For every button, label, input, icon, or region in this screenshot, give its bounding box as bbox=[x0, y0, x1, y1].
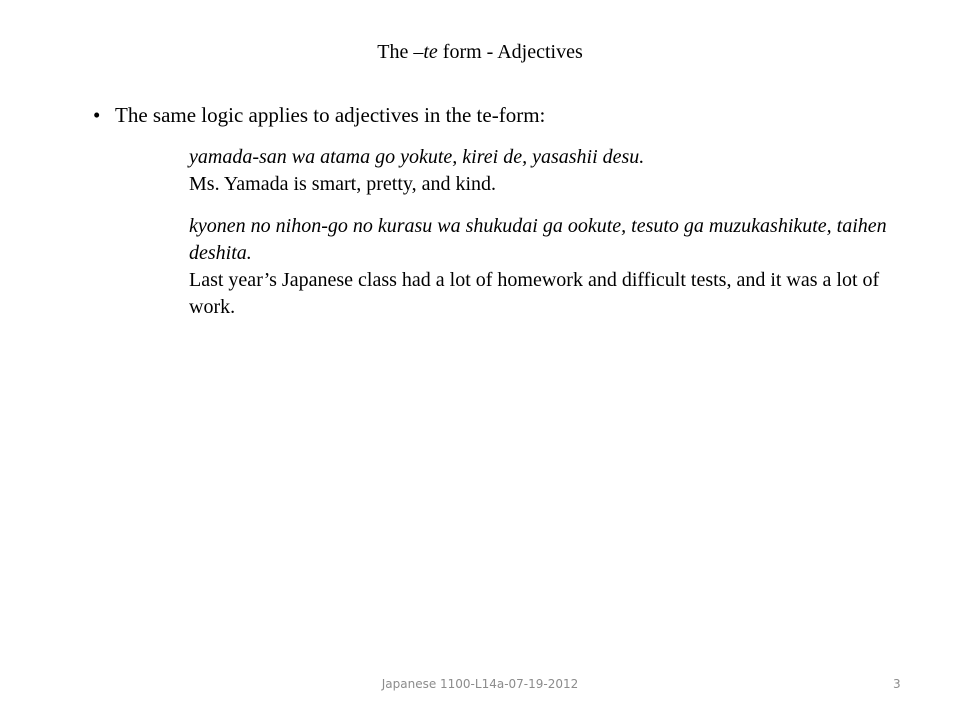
example-2-translation: Last year’s Japanese class had a lot of homework and difficult tests, and it was a lot of work. bbox=[189, 269, 880, 318]
slide-footer: Japanese 1100-L14a-07-19-2012 bbox=[381, 677, 579, 691]
bullet-point bbox=[93, 101, 545, 129]
bullet-text: The same logic applies to adjectives in the te-form: bbox=[115, 103, 546, 127]
example-1 bbox=[189, 144, 889, 198]
example-1-romaji: yamada-san wa atama go yokute, kirei de, yasashii desu. bbox=[189, 146, 645, 168]
slide-title-italic: te bbox=[423, 41, 438, 63]
example-2 bbox=[189, 213, 889, 321]
slide-title bbox=[0, 38, 960, 66]
example-1-translation: Ms. Yamada is smart, pretty, and kind. bbox=[189, 173, 497, 195]
example-2-romaji: kyonen no nihon-go no kurasu wa shukudai ga ookute, tesuto ga muzukashikute, taihen deshita. bbox=[189, 215, 887, 264]
bullet-icon: • bbox=[93, 103, 101, 127]
slide-title-suffix: form - Adjectives bbox=[437, 41, 583, 63]
slide-title-prefix: The – bbox=[377, 41, 424, 63]
page-number: 3 bbox=[893, 677, 901, 691]
